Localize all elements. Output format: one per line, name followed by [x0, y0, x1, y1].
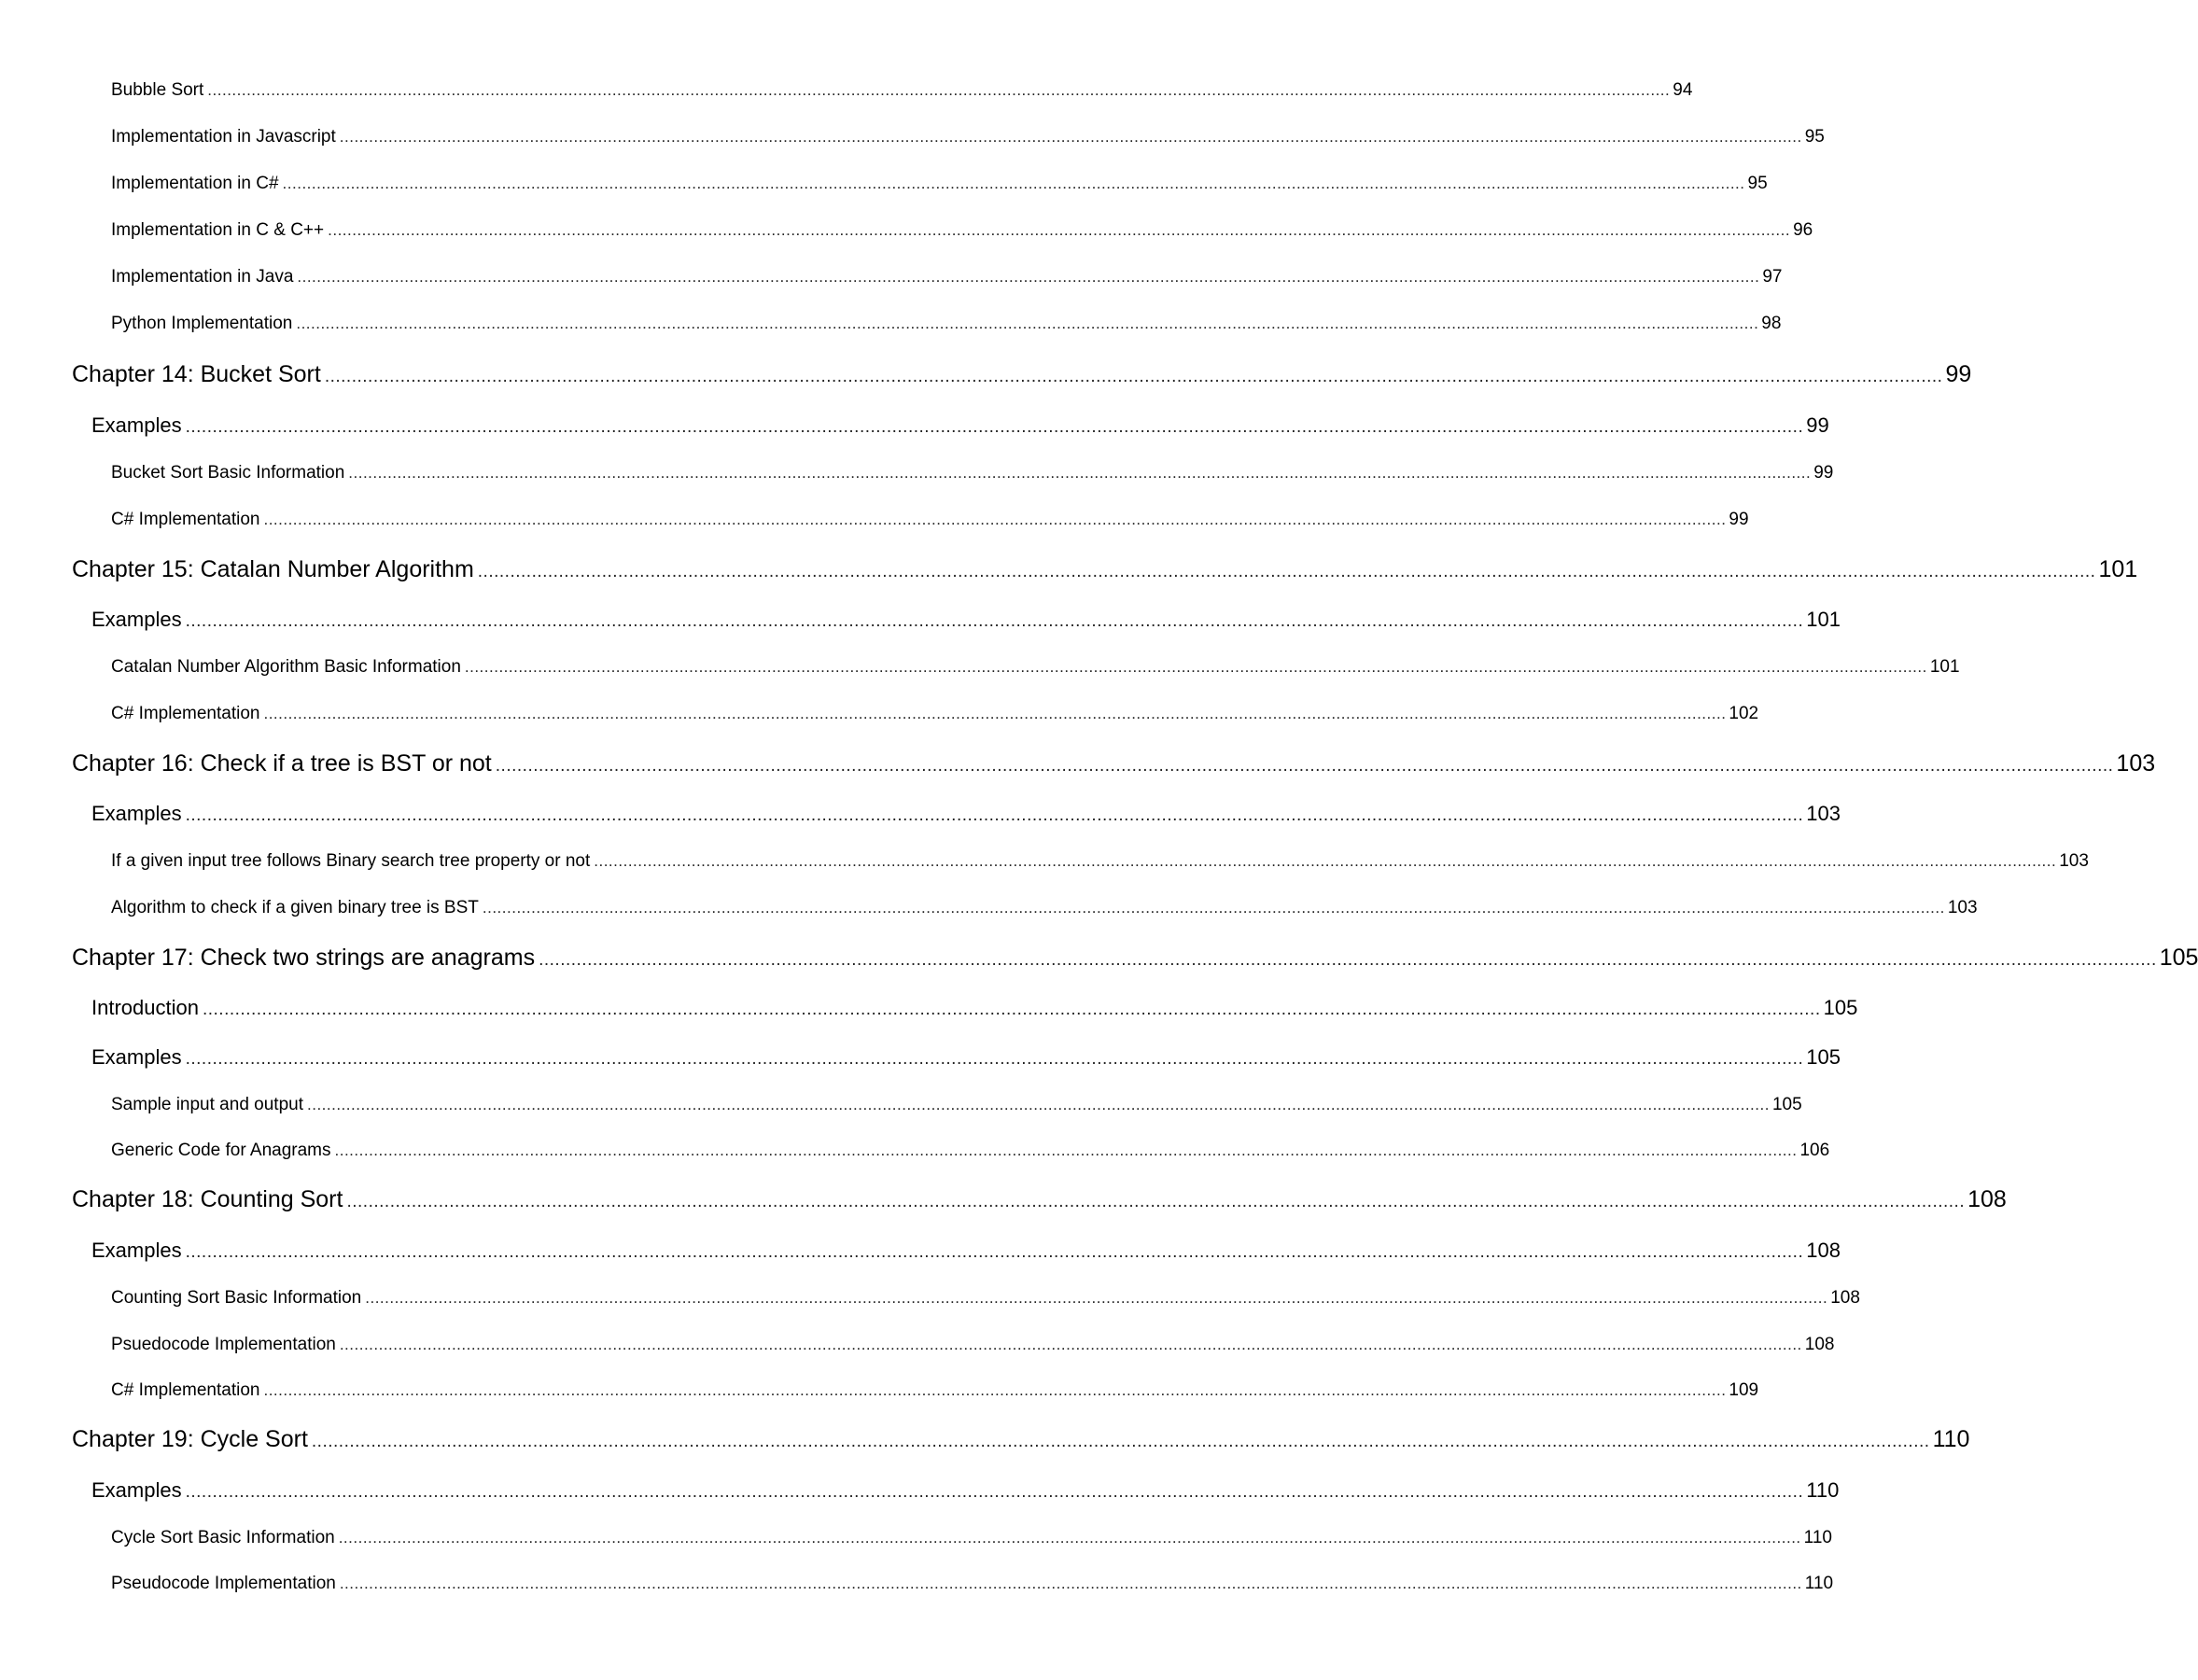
toc-entry-page: 110	[1804, 1574, 1834, 1593]
dot-leader: ............................................................................................................................................................................................................................................................................................................	[263, 1381, 1727, 1399]
toc-section[interactable]	[91, 996, 1858, 1020]
toc-entry-title: Catalan Number Algorithm Basic Information	[111, 657, 461, 677]
toc-entry-page: 105	[1771, 1095, 1802, 1114]
dot-leader: ............................................................................................................................................................................................................................................................................................................	[185, 611, 1804, 631]
dot-leader: ............................................................................................................................................................................................................................................................................................................	[297, 268, 1760, 286]
toc-entry[interactable]	[111, 1335, 1835, 1355]
toc-entry[interactable]	[111, 80, 1693, 101]
toc-entry[interactable]	[111, 1528, 1832, 1548]
toc-entry-title: Psuedocode Implementation	[111, 1335, 336, 1354]
toc-section-page: 101	[1806, 608, 1841, 631]
toc-entry-title: Bubble Sort	[111, 80, 204, 100]
toc-entry-title: Implementation in C#	[111, 174, 279, 193]
toc-section[interactable]	[91, 413, 1829, 438]
dot-leader: ............................................................................................................................................................................................................................................................................................................	[185, 1242, 1804, 1262]
toc-entry[interactable]	[111, 851, 2089, 872]
toc-entry-page: 108	[1830, 1288, 1860, 1308]
toc-chapter-page: 110	[1932, 1426, 1970, 1452]
toc-entry-title: Implementation in C & C++	[111, 220, 325, 240]
dot-leader: ............................................................................................................................................................................................................................................................................................................	[296, 315, 1759, 332]
toc-chapter-title: Chapter 14: Bucket Sort	[72, 361, 321, 387]
toc-entry-page: 102	[1729, 704, 1759, 723]
toc-entry[interactable]	[111, 127, 1825, 147]
toc-chapter[interactable]	[72, 1186, 2007, 1213]
toc-entry-page: 106	[1799, 1141, 1830, 1160]
toc-chapter-page: 105	[2159, 945, 2198, 971]
toc-entry-page: 101	[1929, 657, 1960, 677]
toc-entry[interactable]	[111, 898, 1978, 918]
toc-section[interactable]	[91, 1239, 1841, 1263]
toc-section-page: 108	[1806, 1239, 1841, 1262]
toc-entry[interactable]	[111, 704, 1759, 724]
dot-leader: ............................................................................................................................................................................................................................................................................................................	[334, 1141, 1798, 1159]
dot-leader: ............................................................................................................................................................................................................................................................................................................	[594, 852, 2057, 870]
toc-entry-title: Python Implementation	[111, 314, 293, 333]
toc-section-title: Examples	[91, 1045, 182, 1069]
toc-section-title: Examples	[91, 1239, 182, 1262]
toc-entry-page: 103	[1947, 898, 1978, 917]
toc-chapter-page: 101	[2098, 556, 2138, 582]
toc-chapter[interactable]	[72, 361, 1972, 388]
toc-entry[interactable]	[111, 510, 1749, 530]
toc-entry-page: 108	[1804, 1335, 1835, 1354]
dot-leader: ............................................................................................................................................................................................................................................................................................................	[207, 81, 1671, 99]
toc-entry-page: 95	[1804, 127, 1825, 147]
dot-leader: ............................................................................................................................................................................................................................................................................................................	[185, 1482, 1804, 1502]
toc-entry-page: 98	[1761, 314, 1782, 333]
toc-entry-title: Pseudocode Implementation	[111, 1574, 336, 1593]
toc-section-title: Examples	[91, 1478, 182, 1502]
toc-entry-title: Implementation in Java	[111, 267, 294, 287]
toc-chapter-title: Chapter 18: Counting Sort	[72, 1186, 343, 1212]
toc-chapter-page: 99	[1945, 361, 1972, 387]
toc-entry-title: Counting Sort Basic Information	[111, 1288, 362, 1308]
toc-section-title: Examples	[91, 608, 182, 631]
toc-entry[interactable]	[111, 314, 1782, 334]
dot-leader: ............................................................................................................................................................................................................................................................................................................	[495, 756, 2114, 776]
toc-chapter-title: Chapter 16: Check if a tree is BST or not	[72, 750, 492, 777]
toc-entry-title: Algorithm to check if a given binary tree is BST	[111, 898, 479, 917]
toc-entry[interactable]	[111, 220, 1813, 241]
toc-entry-title: C# Implementation	[111, 510, 260, 529]
dot-leader: ............................................................................................................................................................................................................................................................................................................	[282, 175, 1745, 192]
toc-section-title: Examples	[91, 413, 182, 437]
toc-section[interactable]	[91, 1045, 1841, 1070]
toc-entry[interactable]	[111, 1574, 1834, 1594]
dot-leader: ............................................................................................................................................................................................................................................................................................................	[482, 899, 1945, 917]
toc-chapter-title: Chapter 19: Cycle Sort	[72, 1426, 308, 1452]
toc-entry-page: 110	[1803, 1528, 1832, 1547]
dot-leader: ............................................................................................................................................................................................................................................................................................................	[339, 1575, 1802, 1592]
dot-leader: ............................................................................................................................................................................................................................................................................................................	[539, 950, 2157, 970]
dot-leader: ............................................................................................................................................................................................................................................................................................................	[263, 511, 1727, 528]
toc-entry-page: 99	[1813, 463, 1834, 483]
toc-section-page: 105	[1806, 1045, 1841, 1069]
toc-entry-page: 97	[1762, 267, 1783, 287]
toc-chapter-page: 103	[2116, 750, 2156, 777]
toc-chapter-page: 108	[1967, 1186, 2007, 1212]
toc-section[interactable]	[91, 608, 1841, 632]
dot-leader: ............................................................................................................................................................................................................................................................................................................	[324, 367, 1943, 386]
toc-section-page: 110	[1806, 1478, 1840, 1502]
toc-entry[interactable]	[111, 657, 1960, 678]
toc-entry-page: 99	[1729, 510, 1749, 529]
dot-leader: ............................................................................................................................................................................................................................................................................................................	[339, 128, 1802, 146]
dot-leader: ............................................................................................................................................................................................................................................................................................................	[307, 1096, 1770, 1113]
toc-chapter[interactable]	[72, 750, 2156, 777]
toc-entry-title: C# Implementation	[111, 1380, 260, 1400]
toc-chapter[interactable]	[72, 945, 2198, 972]
dot-leader: ............................................................................................................................................................................................................................................................................................................	[365, 1289, 1828, 1307]
dot-leader: ............................................................................................................................................................................................................................................................................................................	[185, 805, 1804, 825]
dot-leader: ............................................................................................................................................................................................................................................................................................................	[202, 1000, 1821, 1019]
toc-chapter[interactable]	[72, 1426, 1970, 1453]
dot-leader: ............................................................................................................................................................................................................................................................................................................	[346, 1192, 1966, 1211]
toc-chapter-title: Chapter 17: Check two strings are anagrams	[72, 945, 536, 971]
dot-leader: ............................................................................................................................................................................................................................................................................................................	[185, 1049, 1804, 1069]
dot-leader: ............................................................................................................................................................................................................................................................................................................	[263, 705, 1727, 722]
toc-chapter[interactable]	[72, 556, 2138, 583]
toc-entry-page: 94	[1673, 80, 1693, 100]
toc-entry-page: 109	[1729, 1380, 1759, 1400]
dot-leader: ............................................................................................................................................................................................................................................................................................................	[339, 1336, 1802, 1353]
toc-entry[interactable]	[111, 463, 1834, 483]
toc-entry-title: Sample input and output	[111, 1095, 303, 1114]
toc-entry[interactable]	[111, 1141, 1830, 1161]
toc-entry-page: 95	[1747, 174, 1768, 193]
toc-entry[interactable]	[111, 174, 1768, 194]
toc-entry-title: Cycle Sort Basic Information	[111, 1528, 335, 1547]
toc-section-page: 103	[1806, 802, 1841, 825]
dot-leader: ............................................................................................................................................................................................................................................................................................................	[348, 464, 1812, 482]
toc-entry-page: 96	[1793, 220, 1813, 240]
toc-section[interactable]	[91, 802, 1841, 826]
dot-leader: ............................................................................................................................................................................................................................................................................................................	[477, 562, 2096, 581]
toc-entry[interactable]	[111, 1288, 1860, 1309]
toc-entry-title: C# Implementation	[111, 704, 260, 723]
toc-chapter-title: Chapter 15: Catalan Number Algorithm	[72, 556, 474, 582]
toc-section-title: Introduction	[91, 996, 199, 1019]
dot-leader: ............................................................................................................................................................................................................................................................................................................	[338, 1529, 1801, 1547]
toc-entry[interactable]	[111, 267, 1783, 287]
toc-section-page: 99	[1806, 413, 1829, 437]
toc-entry-title: Implementation in Javascript	[111, 127, 336, 147]
toc-entry-page: 103	[2059, 851, 2089, 871]
dot-leader: ............................................................................................................................................................................................................................................................................................................	[328, 221, 1791, 239]
toc-section-page: 105	[1823, 996, 1858, 1019]
dot-leader: ............................................................................................................................................................................................................................................................................................................	[311, 1432, 1930, 1451]
toc-entry[interactable]	[111, 1095, 1802, 1115]
dot-leader: ............................................................................................................................................................................................................................................................................................................	[185, 417, 1804, 437]
dot-leader: ............................................................................................................................................................................................................................................................................................................	[464, 658, 1927, 676]
toc-entry-title: Generic Code for Anagrams	[111, 1141, 331, 1160]
toc-entry[interactable]	[111, 1380, 1759, 1401]
toc-section[interactable]	[91, 1478, 1840, 1503]
toc-entry-title: If a given input tree follows Binary search tree property or not	[111, 851, 591, 871]
toc-section-title: Examples	[91, 802, 182, 825]
toc-entry-title: Bucket Sort Basic Information	[111, 463, 345, 483]
